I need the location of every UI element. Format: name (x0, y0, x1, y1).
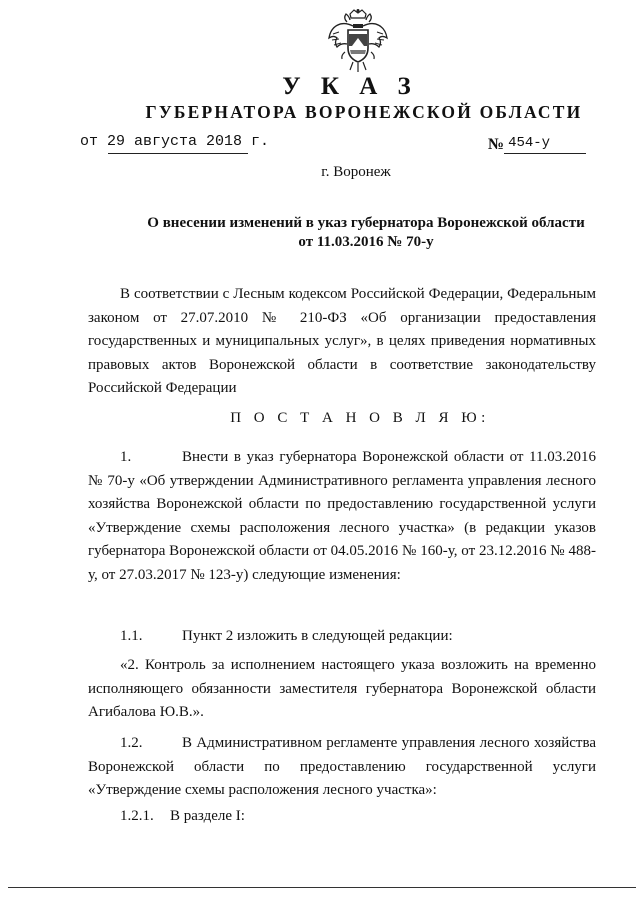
item-1-1-paragraph (88, 625, 596, 649)
number-value: 454-у (508, 135, 551, 151)
coat-of-arms-icon (323, 8, 393, 74)
preamble-paragraph: В соответствии с Лесным кодексом Российской Федерации, Федеральным законом от 27.07.2010 № 210-ФЗ «Об организации предоставления государственных и муниципальных услуг», в целях приведения нормативных правовых актов Воронежской области в соответствие законодательству Российской Федерации (88, 286, 596, 396)
item-1-text: Внести в указ губернатора Воронежской области от 11.03.2016 № 70-у «Об утверждении Административного регламента управления лесного хозяйства Воронежской области по предоставлению государственной услуги «Утверждение схемы расположения лесного участка» (в редакции указов губернатора Воронежской области от 04.05.2016 № 160-у, от 23.12.2016 № 488-у, от 27.03.2017 № 123-у) следующие изменения: (88, 449, 596, 583)
quote-paragraph: «2. Контроль за исполнением настоящего указа возложить на временно исполняющего обязанности заместителя губернатора Воронежской области Агибалова Ю.В.». (88, 657, 596, 720)
decree-date: от 29 августа 2018 г. (80, 133, 270, 150)
item-1-2-text: В Административном регламенте управления лесного хозяйства Воронежской области по предоставлению государственной услуги «Утверждение схемы расположения лесного участка»: (88, 735, 596, 798)
date-underline (108, 153, 248, 154)
decree-city: г. Воронеж (321, 164, 391, 180)
item-1-2-1-number: 1.2.1. (120, 808, 154, 824)
item-1-1-text: Пункт 2 изложить в следующей редакции: (182, 628, 453, 644)
item-1-1-number: 1.1. (120, 628, 143, 644)
decree-subject (100, 214, 632, 252)
item-1-2-1-text: В разделе I: (170, 808, 245, 824)
resolution-heading: П О С Т А Н О В Л Я Ю: (230, 410, 490, 426)
subject-line-1: О внесении изменений в указ губернатора Воронежской области (147, 215, 585, 231)
number-underline (504, 153, 586, 154)
decree-issuer: ГУБЕРНАТОРА ВОРОНЕЖСКОЙ ОБЛАСТИ (145, 102, 583, 122)
item-1-2-paragraph (88, 732, 596, 803)
decree-title: У К А З (282, 73, 418, 100)
item-1-paragraph (88, 446, 596, 587)
number-sign: № (488, 136, 505, 153)
decree-number (488, 136, 550, 154)
item-1-number: 1. (120, 449, 132, 465)
page-bottom-rule (8, 887, 636, 888)
subject-line-2: от 11.03.2016 № 70-у (298, 234, 434, 250)
item-1-2-number: 1.2. (120, 735, 143, 751)
item-1-2-1-paragraph (88, 805, 596, 829)
